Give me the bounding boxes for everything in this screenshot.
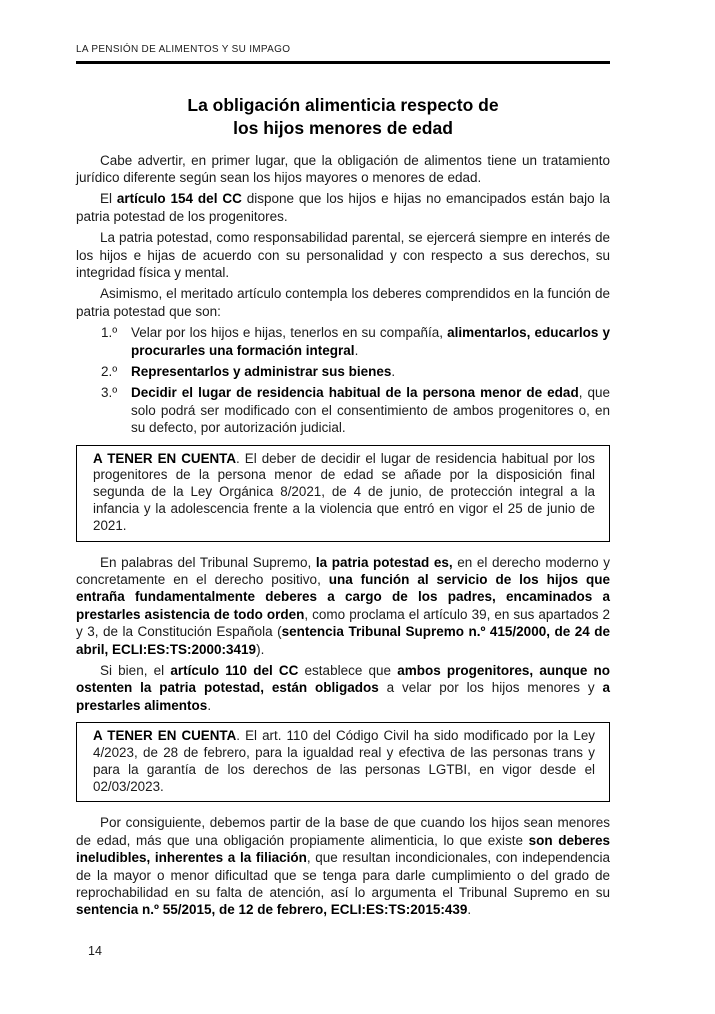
page-title xyxy=(76,94,610,140)
paragraph: Por consiguiente, debemos partir de la base de que cuando los hijos sean menores de edad, más que una obligación propiamente alimenticia, lo que existe son deberes ineludibles, inherentes a la filiación, que resultan incondicionales, con independencia de la mayor o menor dificultad que se tenga para darle cumplimiento o del grado de reprochabilidad en su falta de atención, así lo argumenta el Tribunal Supremo en su sentencia n.º 55/2015, de 12 de febrero, ECLI:ES:TS:2015:439. xyxy=(76,815,611,918)
note-box: A TENER EN CUENTA. El art. 110 del Código Civil ha sido modificado por la Ley 4/2023, de 28 de febrero, para la igualdad real y efectiva de las personas trans y para la garantía de los derechos de las personas LGTBI, en vigor desde el 02/03/2023. xyxy=(76,722,610,802)
list-item-text: Decidir el lugar de residencia habitual de la persona menor de edad, que solo podrá ser modificado con el consentimiento de ambos progenitores o, en su defecto, por autorización judicial. xyxy=(131,385,610,436)
running-header: LA PENSIÓN DE ALIMENTOS Y SU IMPAGO xyxy=(76,44,291,55)
list-item xyxy=(76,363,610,380)
page-title-line-1: La obligación alimenticia respecto de xyxy=(187,94,499,115)
page-title-line-2: los hijos menores de edad xyxy=(233,117,453,138)
list-item xyxy=(76,324,610,359)
paragraph: Cabe advertir, en primer lugar, que la obligación de alimentos tiene un tratamiento jurídico diferente según sean los hijos mayores o menores de edad. xyxy=(76,152,610,185)
page-number: 14 xyxy=(88,944,102,958)
list-marker: 3.º xyxy=(101,385,118,401)
note-box: A TENER EN CUENTA. El deber de decidir el lugar de residencia habitual por los progenitores de la persona menor de edad se añade por la disposición final segunda de la Ley Orgánica 8/2021, de 4 de junio, de protección integral a la infancia y la adolescencia frente a la violencia que entró en vigor el 25 de junio de 2021. xyxy=(76,445,610,542)
list-marker: 2.º xyxy=(101,363,118,379)
page-footer xyxy=(88,944,102,958)
paragraph: El artículo 154 del CC dispone que los hijos e hijas no emancipados están bajo la patria potestad de los progenitores. xyxy=(76,191,610,224)
list-item-text: Velar por los hijos e hijas, tenerlos en su compañía, alimentarlos, educarlos y procurarles una formación integral. xyxy=(131,325,610,358)
page-body xyxy=(76,152,610,919)
page-header xyxy=(76,44,610,64)
paragraph: En palabras del Tribunal Supremo, la patria potestad es, en el derecho moderno y concretamente en el derecho positivo, una función al servicio de los hijos que entraña fundamentalmente deberes a cargo de los padres, encaminados a prestarles asistencia de todo orden, como proclama el artículo 39, en sus apartados 2 y 3, de la Constitución Española (sentencia Tribunal Supremo n.º 415/2000, de 24 de abril, ECLI:ES:TS:2000:3419). xyxy=(76,554,610,657)
paragraph: Asimismo, el meritado artículo contempla los deberes comprendidos en la función de patria potestad que son: xyxy=(76,286,610,319)
list-marker: 1.º xyxy=(101,325,118,341)
paragraph: La patria potestad, como responsabilidad parental, se ejercerá siempre en interés de los hijos e hijas de acuerdo con su personalidad y con respecto a sus derechos, su integridad física y mental. xyxy=(76,230,610,280)
list-item xyxy=(76,384,610,436)
paragraph: Si bien, el artículo 110 del CC establece que ambos progenitores, aunque no ostenten la patria potestad, están obligados a velar por los hijos menores y a prestarles alimentos. xyxy=(76,663,610,713)
header-rule xyxy=(76,61,610,64)
list-item-text: Representarlos y administrar sus bienes. xyxy=(131,363,396,379)
